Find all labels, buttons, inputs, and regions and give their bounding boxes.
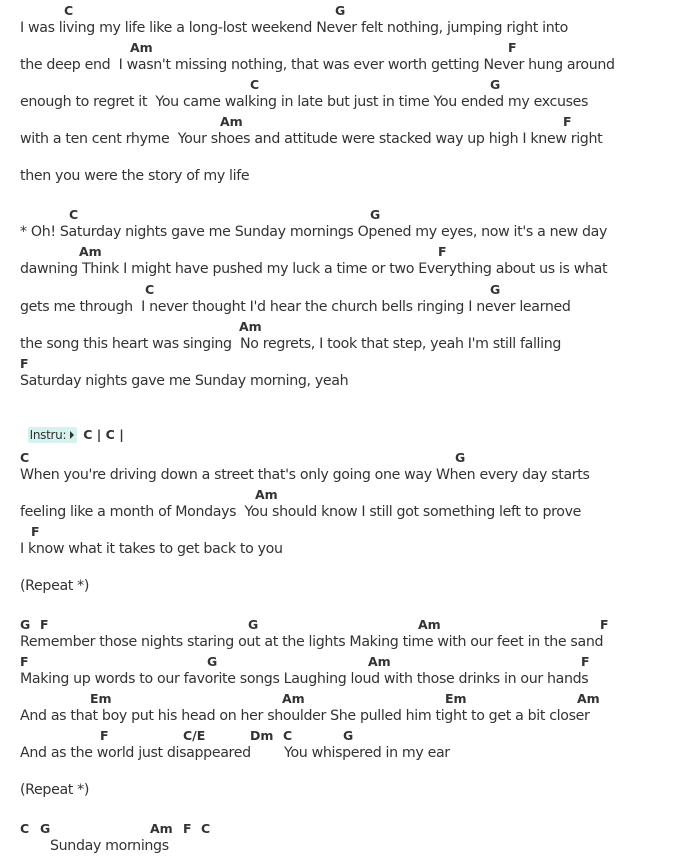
lyric-line: And as that boy put his head on her shoulder She pulled him tight to get a bit closer — [20, 708, 590, 724]
chord: Am — [255, 487, 278, 502]
lyric-line: the song this heart was singing No regrets, I took that step, yeah I'm still falling — [20, 336, 562, 352]
repeat-marker: (Repeat *) — [20, 578, 90, 594]
chord: C — [69, 207, 79, 222]
instrumental-line — [20, 411, 124, 443]
lyric-line: enough to regret it You came walking in late but just in time You ended my excuses — [20, 94, 589, 110]
chord: G — [40, 821, 51, 836]
chord: G — [455, 450, 466, 465]
chord: G — [207, 654, 218, 669]
chord: Em — [445, 691, 467, 706]
lyric-line: Saturday nights gave me Sunday morning, yeah — [20, 373, 349, 389]
chord: F — [600, 617, 609, 632]
chord: F — [563, 114, 572, 129]
chord: F — [100, 728, 109, 743]
chord: Dm — [250, 728, 274, 743]
lyric-line: Sunday mornings — [50, 838, 169, 854]
chord: Am — [368, 654, 391, 669]
chord: C — [64, 3, 74, 18]
chord: G — [370, 207, 381, 222]
chord: C — [250, 77, 260, 92]
chord: G — [335, 3, 346, 18]
chord: G — [20, 617, 31, 632]
chord: F — [20, 654, 29, 669]
chord: Am — [79, 244, 102, 259]
chord: C — [145, 282, 155, 297]
chord: F — [183, 821, 192, 836]
chord: G — [490, 282, 501, 297]
chord: Am — [418, 617, 441, 632]
chord: Am — [577, 691, 600, 706]
chord: C/E — [183, 728, 206, 743]
chord: Am — [282, 691, 305, 706]
chord: G — [490, 77, 501, 92]
lyric-line: When you're driving down a street that's only going one way When every day starts — [20, 467, 590, 483]
chord: F — [40, 617, 49, 632]
lyric-line: gets me through I never thought I'd hear the church bells ringing I never learned — [20, 299, 571, 315]
lyric-line: Remember those nights staring out at the lights Making time with our feet in the sand — [20, 634, 604, 650]
chord: F — [20, 356, 29, 371]
chord: Am — [239, 319, 262, 334]
lyric-line: I was living my life like a long-lost weekend Never felt nothing, jumping right into — [20, 20, 568, 36]
chord: F — [31, 524, 40, 539]
chord: C — [201, 821, 211, 836]
lyric-line: with a ten cent rhyme Your shoes and attitude were stacked way up high I knew right — [20, 131, 603, 147]
chord: F — [581, 654, 590, 669]
lyric-line: * Oh! Saturday nights gave me Sunday mornings Opened my eyes, now it's a new day — [20, 224, 608, 240]
lyric-line: dawning Think I might have pushed my luck a time or two Everything about us is what — [20, 261, 608, 277]
lyric-line: then you were the story of my life — [20, 168, 250, 184]
chord: G — [343, 728, 354, 743]
chord: Am — [150, 821, 173, 836]
instru-chord-sequence: C | C | — [83, 427, 124, 442]
chord: Em — [90, 691, 112, 706]
lyric-line: Making up words to our favorite songs Laughing loud with those drinks in our hands — [20, 671, 589, 687]
lyric-line: And as the world just disappeared You whispered in my ear — [20, 745, 450, 761]
chord: C — [20, 450, 30, 465]
play-triangle-icon — [70, 431, 74, 439]
lyric-line: I know what it takes to get back to you — [20, 541, 283, 557]
chord: C — [20, 821, 30, 836]
chord: G — [248, 617, 259, 632]
instru-badge[interactable] — [28, 427, 78, 443]
repeat-marker: (Repeat *) — [20, 782, 90, 798]
instru-label: Instru: — [29, 428, 67, 442]
lyric-line: the deep end I wasn't missing nothing, that was ever worth getting Never hung around — [20, 57, 615, 73]
chord: C — [283, 728, 293, 743]
lyric-line: feeling like a month of Mondays You should know I still got something left to prove — [20, 504, 582, 520]
chord: F — [508, 40, 517, 55]
chord: Am — [130, 40, 153, 55]
chord: F — [438, 244, 447, 259]
chord: Am — [220, 114, 243, 129]
